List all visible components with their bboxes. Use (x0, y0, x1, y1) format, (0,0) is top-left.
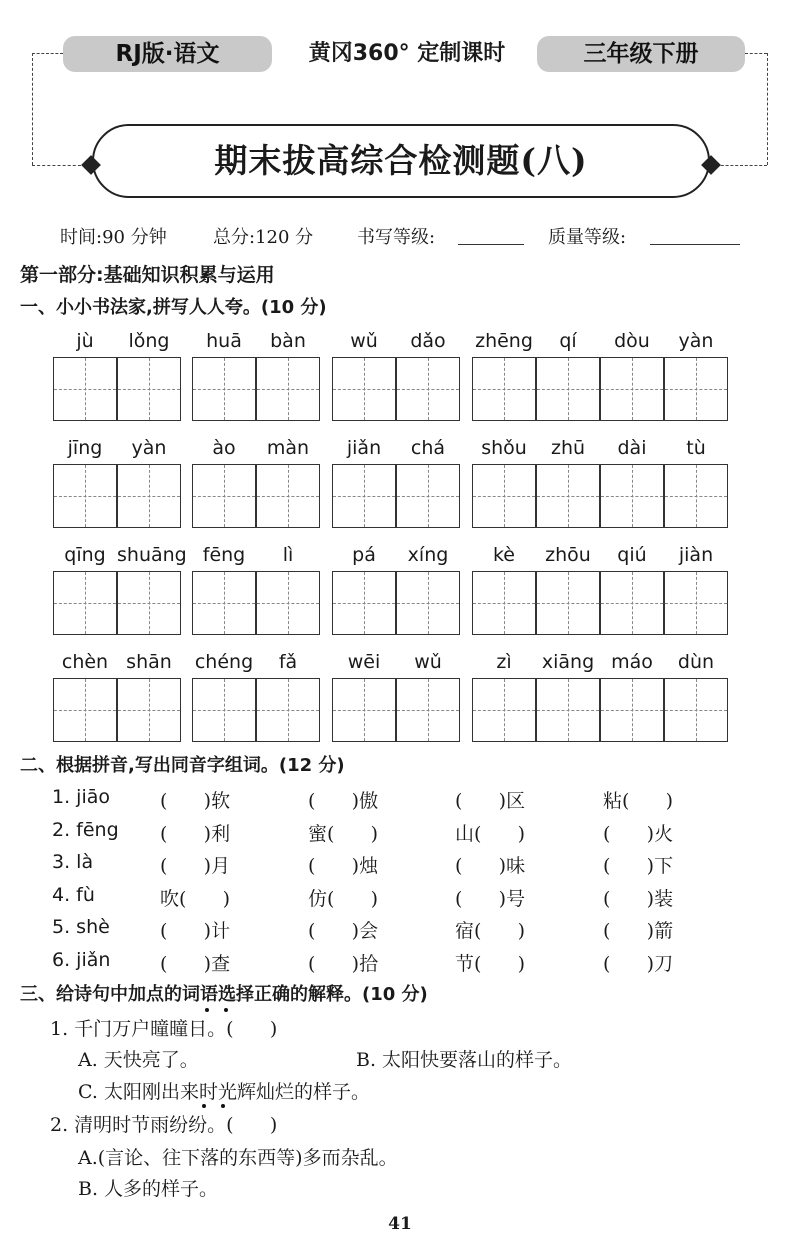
emphasis-dot (202, 1104, 206, 1108)
writing-box[interactable] (472, 464, 536, 528)
homophone-blank[interactable]: 仿( ) (308, 887, 379, 910)
pinyin-label: tù (686, 437, 706, 459)
writing-box[interactable] (396, 357, 460, 421)
homophone-blank[interactable]: ( )利 (160, 822, 231, 845)
homophone-blank[interactable]: ( )火 (603, 822, 674, 845)
pinyin-label: ào (212, 437, 236, 459)
writing-box[interactable] (192, 678, 256, 742)
writing-box[interactable] (256, 464, 320, 528)
homophone-blank[interactable]: ( )傲 (308, 790, 379, 812)
question-2: 2. 清明时节雨纷纷。( ) (50, 1114, 278, 1136)
section2-heading: 二、根据拼音,写出同音字组词。(12 分) (20, 755, 345, 776)
pinyin-label: zì (496, 651, 512, 673)
homophone-blank[interactable]: ( )号 (455, 887, 526, 910)
writing-box[interactable] (664, 678, 728, 742)
writing-box[interactable] (664, 357, 728, 421)
writing-box[interactable] (396, 678, 460, 742)
pinyin-label: zhū (550, 437, 586, 459)
writing-box[interactable] (396, 464, 460, 528)
exam-total-score: 总分:120 分 (213, 227, 314, 248)
homophone-blank[interactable]: 山( ) (455, 822, 526, 845)
homophone-blank[interactable]: ( )下 (603, 855, 674, 877)
pinyin-label: chéng (194, 651, 254, 673)
homophone-blank[interactable]: ( )装 (603, 887, 674, 910)
homophone-pinyin: 2. fēng (52, 818, 119, 841)
question-1-option-b[interactable]: B. 太阳快要落山的样子。 (356, 1049, 573, 1071)
series-title: 黄冈360° 定制课时 (308, 41, 506, 66)
pinyin-label: dǎo (410, 330, 446, 352)
pinyin-label: kè (492, 544, 515, 566)
question-1: 1. 千门万户曈曈日。( ) (50, 1018, 278, 1040)
writing-box[interactable] (256, 678, 320, 742)
grade-badge: 三年级下册 (537, 36, 745, 72)
pinyin-label: yàn (678, 330, 714, 352)
writing-box[interactable] (53, 678, 117, 742)
homophone-pinyin: 4. fù (52, 883, 95, 906)
writing-box[interactable] (53, 357, 117, 421)
writing-box[interactable] (332, 571, 396, 635)
header-dash-left-h2 (32, 165, 86, 166)
quality-grade-blank[interactable] (650, 244, 740, 245)
writing-box[interactable] (536, 571, 600, 635)
homophone-blank[interactable]: 吹( ) (160, 887, 231, 910)
writing-box[interactable] (192, 357, 256, 421)
homophone-blank[interactable]: ( )刀 (603, 952, 674, 975)
pinyin-label: qí (559, 330, 577, 352)
pinyin-label: fēng (202, 544, 246, 566)
header-dash-left-v (32, 53, 33, 165)
writing-box[interactable] (472, 678, 536, 742)
header-dash-left-h (32, 53, 63, 54)
homophone-blank[interactable]: ( )计 (160, 920, 231, 942)
pinyin-label: qīng (64, 544, 106, 566)
writing-box[interactable] (600, 464, 664, 528)
pinyin-label: wēi (347, 651, 381, 673)
emphasis-dot (205, 1008, 209, 1012)
pinyin-label: shuāng (117, 544, 187, 566)
pinyin-label: màn (266, 437, 310, 459)
pinyin-label: jiǎn (346, 437, 382, 459)
question-2-option-b[interactable]: B. 人多的样子。 (78, 1178, 219, 1200)
part1-heading: 第一部分:基础知识积累与运用 (20, 264, 275, 286)
homophone-blank[interactable]: ( )味 (455, 855, 526, 877)
pinyin-label: jīng (67, 437, 103, 459)
pinyin-label: jiàn (678, 544, 714, 566)
writing-grade-blank[interactable] (458, 244, 524, 245)
homophone-blank[interactable]: ( )月 (160, 855, 231, 877)
homophone-pinyin: 5. shè (52, 916, 110, 938)
pinyin-label: dòu (614, 330, 650, 352)
writing-box[interactable] (117, 678, 181, 742)
pinyin-label: chá (410, 437, 446, 459)
writing-box[interactable] (117, 464, 181, 528)
homophone-blank[interactable]: ( )区 (455, 790, 526, 812)
homophone-pinyin: 1. jiāo (52, 786, 110, 808)
homophone-blank[interactable]: ( )烛 (308, 855, 379, 877)
homophone-blank[interactable]: ( )会 (308, 920, 379, 942)
writing-box[interactable] (600, 357, 664, 421)
pinyin-label: pá (352, 544, 376, 566)
question-1-option-a[interactable]: A. 天快亮了。 (78, 1049, 199, 1071)
pinyin-label: wǔ (414, 651, 442, 673)
pinyin-label: wǔ (350, 330, 378, 352)
section3-heading: 三、给诗句中加点的词语选择正确的解释。(10 分) (20, 984, 428, 1005)
quality-grade-label: 质量等级: (548, 227, 627, 248)
exam-time: 时间:90 分钟 (60, 227, 167, 248)
pinyin-label: zhōu (545, 544, 591, 566)
pinyin-label: xíng (407, 544, 449, 566)
pinyin-label: shǒu (481, 437, 527, 459)
homophone-pinyin: 3. là (52, 851, 94, 873)
homophone-blank[interactable]: 宿( ) (455, 920, 526, 942)
homophone-blank[interactable]: ( )箭 (603, 920, 674, 942)
writing-box[interactable] (192, 571, 256, 635)
homophone-blank[interactable]: 蜜( ) (308, 822, 379, 845)
question-2-option-a[interactable]: A.(言论、往下落的东西等)多而杂乱。 (78, 1147, 398, 1169)
exam-title: 期末拔高综合检测题(八) (214, 141, 588, 180)
writing-grade-label: 书写等级: (357, 227, 436, 248)
pinyin-label: dài (617, 437, 647, 459)
writing-box[interactable] (53, 464, 117, 528)
pinyin-label: bàn (270, 330, 306, 352)
header-dash-right-h (745, 53, 767, 54)
writing-box[interactable] (536, 357, 600, 421)
pinyin-label: fǎ (278, 651, 298, 673)
pinyin-label: yàn (131, 437, 167, 459)
pinyin-label: xiāng (541, 651, 595, 673)
pinyin-label: jù (76, 330, 94, 352)
writing-box[interactable] (536, 464, 600, 528)
pinyin-label: máo (611, 651, 653, 673)
emphasis-dot (221, 1104, 225, 1108)
homophone-blank[interactable]: 粘( ) (603, 790, 674, 812)
writing-box[interactable] (332, 357, 396, 421)
homophone-blank[interactable]: ( )拾 (308, 952, 379, 975)
writing-box[interactable] (472, 571, 536, 635)
writing-box[interactable] (256, 357, 320, 421)
page-number: 41 (388, 1214, 412, 1234)
writing-box[interactable] (53, 571, 117, 635)
pinyin-label: huā (206, 330, 242, 352)
writing-box[interactable] (192, 464, 256, 528)
homophone-blank[interactable]: 节( ) (455, 952, 526, 975)
question-1-option-c[interactable]: C. 太阳刚出来时光辉灿烂的样子。 (78, 1081, 370, 1103)
writing-box[interactable] (396, 571, 460, 635)
pinyin-label: qiú (617, 544, 647, 566)
writing-box[interactable] (117, 357, 181, 421)
pinyin-label: dùn (677, 651, 715, 673)
writing-box[interactable] (536, 678, 600, 742)
header-dash-right-h2 (716, 165, 767, 166)
writing-box[interactable] (664, 464, 728, 528)
emphasis-dot (224, 1008, 228, 1012)
pinyin-label: chèn (61, 651, 109, 673)
homophone-pinyin: 6. jiǎn (52, 948, 111, 971)
pinyin-label: zhēng (475, 330, 533, 352)
pinyin-label: lì (282, 544, 294, 566)
homophone-blank[interactable]: ( )软 (160, 790, 231, 812)
subject-badge: RJ版·语文 (63, 36, 272, 72)
writing-box[interactable] (472, 357, 536, 421)
pinyin-label: lǒng (128, 330, 170, 352)
header-dash-right-v (767, 53, 768, 165)
homophone-blank[interactable]: ( )查 (160, 952, 231, 975)
writing-box[interactable] (332, 678, 396, 742)
writing-box[interactable] (600, 571, 664, 635)
pinyin-label: shān (126, 651, 172, 673)
writing-box[interactable] (256, 571, 320, 635)
writing-box[interactable] (117, 571, 181, 635)
writing-box[interactable] (600, 678, 664, 742)
writing-box[interactable] (332, 464, 396, 528)
writing-box[interactable] (664, 571, 728, 635)
section1-heading: 一、小小书法家,拼写人人夸。(10 分) (20, 297, 327, 318)
